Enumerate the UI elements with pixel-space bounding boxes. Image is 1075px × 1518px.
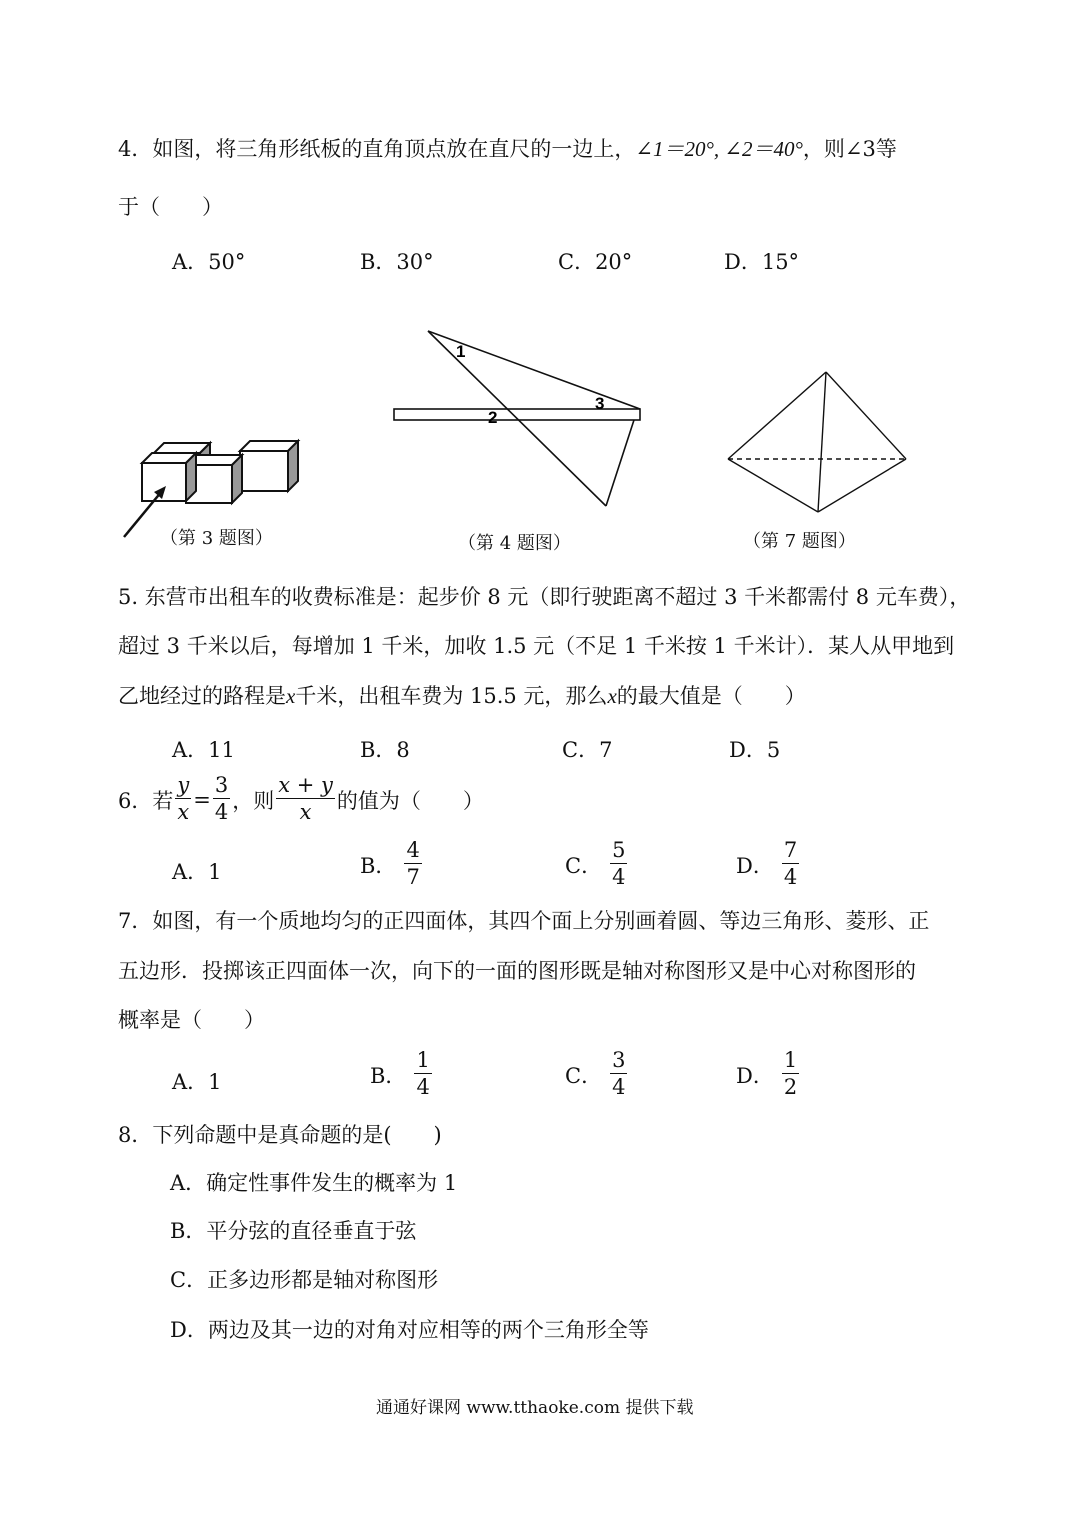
q5-option-d: D．5 [729, 738, 781, 762]
fig4-triangle-ruler-diagram [390, 325, 650, 515]
q6-fraction-y-over-x: $\frac{y}{x}$ [177, 773, 190, 825]
fig4-label-3: 3 [595, 394, 605, 413]
fig4-label-1: 1 [456, 342, 466, 361]
q8-option-d: D．两边及其一边的对角对应相等的两个三角形全等 [170, 1318, 649, 1342]
q4-angles: ∠1＝20°, ∠2＝40° [635, 137, 803, 161]
fig3-cubes-diagram [118, 395, 308, 545]
q5-option-a: A．11 [172, 738, 235, 762]
q6-option-c: C． $\frac{5}{4}$ [565, 838, 626, 890]
q7-line3: 概率是（ ） [118, 1008, 265, 1032]
q5-var-x: x [286, 684, 296, 708]
fig7-tetrahedron-diagram [722, 368, 912, 518]
q4-option-d: D．15° [724, 250, 800, 274]
fig7-caption: （第 7 题图） [743, 531, 856, 552]
q6-stem: 6．若 $\frac{y}{x}$ = $\frac{3}{4}$ ，则 $\frac{x + y}{x}$ 的值为（ ） [118, 773, 484, 826]
q8-option-c: C．正多边形都是轴对称图形 [170, 1268, 439, 1292]
q8-option-a: A．确定性事件发生的概率为 1 [170, 1171, 458, 1195]
fig4-label-2: 2 [488, 408, 498, 427]
fig4-caption: （第 4 题图） [458, 533, 571, 554]
q4-option-c: C．20° [558, 250, 633, 274]
q7-option-c: C． $\frac{3}{4}$ [565, 1048, 626, 1100]
q4-line2: 于（ ） [118, 195, 223, 219]
q5-line2: 超过 3 千米以后，每增加 1 千米，加收 1.5 元（不足 1 千米按 1 千米计）．某人从甲地到 [118, 634, 955, 658]
q5-option-b: B．8 [360, 738, 410, 762]
q7-option-d: D． $\frac{1}{2}$ [736, 1048, 798, 1100]
q7-line1: 7．如图，有一个质地均匀的正四面体，其四个面上分别画着圆、等边三角形、菱形、正 [118, 909, 930, 933]
q7-option-b: B． $\frac{1}{4}$ [370, 1048, 430, 1100]
q5-var-x-2: x [607, 684, 617, 708]
q4-option-a: A．50° [172, 250, 246, 274]
q8-stem: 8．下列命题中是真命题的是( ) [118, 1123, 442, 1147]
fig3-caption: （第 3 题图） [160, 528, 273, 549]
q6-option-b: B． $\frac{4}{7}$ [360, 838, 420, 890]
q8-option-b: B．平分弦的直径垂直于弦 [170, 1219, 417, 1243]
q6-option-a: A．1 [172, 860, 222, 884]
q6-option-d: D． $\frac{7}{4}$ [736, 838, 798, 890]
q5-option-c: C．7 [562, 738, 613, 762]
q7-option-a: A．1 [172, 1070, 222, 1094]
q6-fraction-3-over-4: $\frac{3}{4}$ [214, 773, 229, 825]
q6-fraction-xy-over-x: $\frac{x + y}{x}$ [278, 773, 333, 825]
q4-option-b: B．30° [360, 250, 434, 274]
q5-line3: 乙地经过的路程是x千米，出租车费为 15.5 元，那么x的最大值是（ ） [118, 684, 806, 708]
q5-line1: 5. 东营市出租车的收费标准是：起步价 8 元（即行驶距离不超过 3 千米都需付 8 元车费）， [118, 585, 971, 609]
q7-line2: 五边形．投掷该正四面体一次，向下的一面的图形既是轴对称图形又是中心对称图形的 [118, 959, 916, 983]
page-footer: 通通好课网 www.tthaoke.com 提供下载 [376, 1398, 694, 1418]
q4-line1: 4．如图，将三角形纸板的直角顶点放在直尺的一边上，∠1＝20°, ∠2＝40°，则∠3等 [118, 137, 897, 161]
